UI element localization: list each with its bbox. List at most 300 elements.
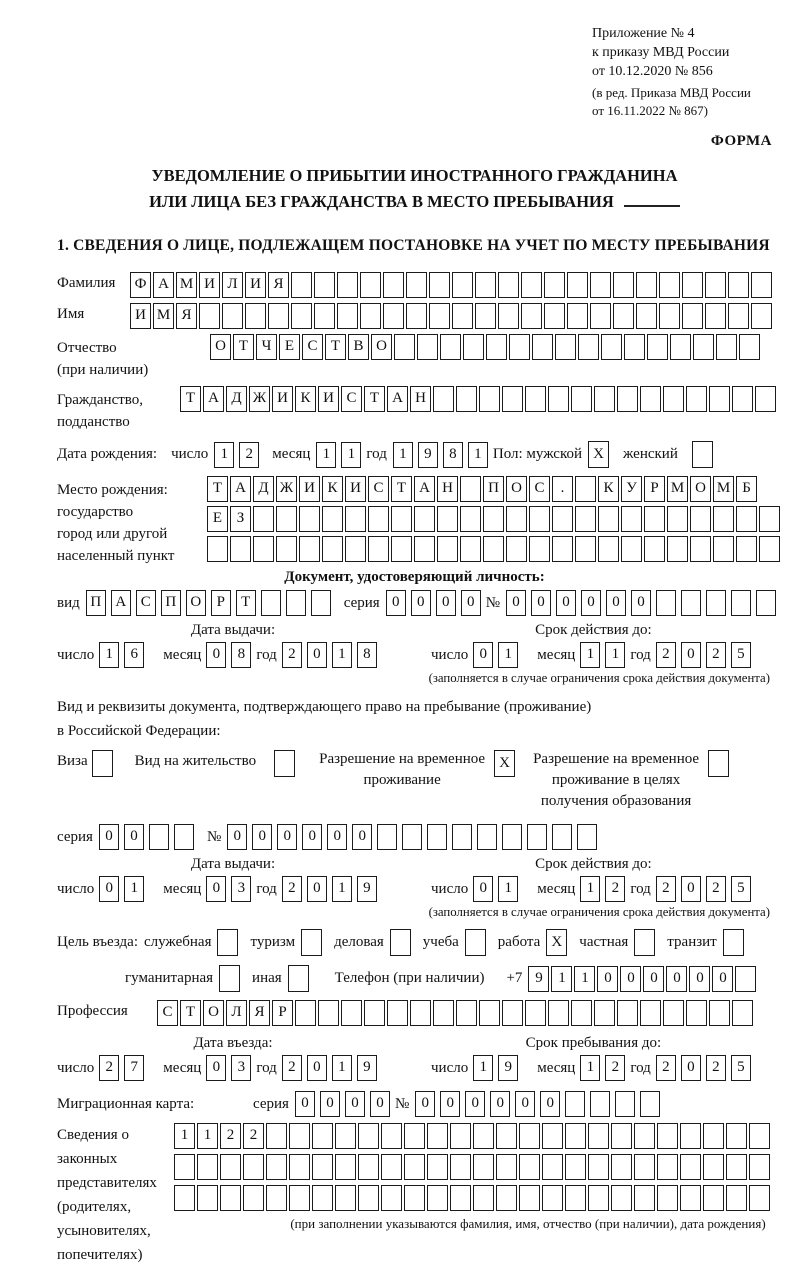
char-cell[interactable] <box>335 1154 356 1180</box>
char-cell[interactable]: Н <box>410 386 431 412</box>
char-cell[interactable]: 0 <box>506 590 526 616</box>
char-cell[interactable]: 0 <box>620 966 641 992</box>
char-cell[interactable]: И <box>299 476 320 502</box>
char-cell[interactable] <box>174 824 194 850</box>
char-cell[interactable] <box>565 1123 586 1149</box>
char-cell[interactable] <box>735 966 756 992</box>
char-cell[interactable] <box>644 506 665 532</box>
char-cell[interactable]: Б <box>736 476 757 502</box>
char-cell[interactable] <box>368 506 389 532</box>
char-cell[interactable] <box>713 506 734 532</box>
char-cell[interactable] <box>647 334 668 360</box>
char-cell[interactable] <box>756 590 776 616</box>
char-cell[interactable]: П <box>483 476 504 502</box>
char-cell[interactable]: 9 <box>418 442 438 468</box>
char-cell[interactable] <box>404 1123 425 1149</box>
char-cell[interactable] <box>266 1123 287 1149</box>
char-cell[interactable] <box>519 1154 540 1180</box>
char-cell[interactable] <box>381 1185 402 1211</box>
char-cell[interactable] <box>705 272 726 298</box>
char-cell[interactable] <box>751 272 772 298</box>
char-cell[interactable] <box>402 824 422 850</box>
char-cell[interactable]: 1 <box>498 642 518 668</box>
char-cell[interactable]: 9 <box>357 1055 377 1081</box>
char-cell[interactable]: 7 <box>124 1055 144 1081</box>
char-cell[interactable] <box>598 506 619 532</box>
char-cell[interactable]: О <box>690 476 711 502</box>
char-cell[interactable] <box>755 386 776 412</box>
char-cell[interactable]: 0 <box>327 824 347 850</box>
char-cell[interactable]: 5 <box>731 876 751 902</box>
char-cell[interactable] <box>243 1154 264 1180</box>
char-cell[interactable]: 0 <box>473 642 493 668</box>
char-cell[interactable] <box>709 1000 730 1026</box>
char-cell[interactable] <box>460 536 481 562</box>
char-cell[interactable] <box>437 536 458 562</box>
char-cell[interactable]: Е <box>207 506 228 532</box>
char-cell[interactable]: Ф <box>130 272 151 298</box>
char-cell[interactable] <box>613 272 634 298</box>
char-cell[interactable]: 0 <box>277 824 297 850</box>
char-cell[interactable]: М <box>153 303 174 329</box>
char-cell[interactable] <box>220 1185 241 1211</box>
char-cell[interactable]: 0 <box>302 824 322 850</box>
char-cell[interactable]: 1 <box>197 1123 218 1149</box>
char-cell[interactable]: 2 <box>239 442 259 468</box>
char-cell[interactable] <box>759 536 780 562</box>
char-cell[interactable] <box>542 1154 563 1180</box>
char-cell[interactable]: Д <box>253 476 274 502</box>
char-cell[interactable] <box>429 272 450 298</box>
char-cell[interactable] <box>636 272 657 298</box>
char-cell[interactable] <box>473 1154 494 1180</box>
char-cell[interactable] <box>452 824 472 850</box>
char-cell[interactable] <box>276 506 297 532</box>
char-cell[interactable] <box>322 536 343 562</box>
char-cell[interactable]: 1 <box>580 876 600 902</box>
char-cell[interactable] <box>174 1185 195 1211</box>
char-cell[interactable]: Т <box>364 386 385 412</box>
char-cell[interactable]: Л <box>226 1000 247 1026</box>
char-cell[interactable] <box>590 272 611 298</box>
char-cell[interactable] <box>477 824 497 850</box>
purpose-work-checkbox[interactable]: X <box>546 929 567 956</box>
char-cell[interactable] <box>732 1000 753 1026</box>
char-cell[interactable] <box>686 386 707 412</box>
char-cell[interactable]: 1 <box>574 966 595 992</box>
char-cell[interactable]: 8 <box>443 442 463 468</box>
char-cell[interactable] <box>594 1000 615 1026</box>
char-cell[interactable]: 0 <box>712 966 733 992</box>
char-cell[interactable]: И <box>130 303 151 329</box>
visa-checkbox[interactable] <box>92 750 113 777</box>
char-cell[interactable] <box>726 1185 747 1211</box>
char-cell[interactable]: 3 <box>231 876 251 902</box>
char-cell[interactable] <box>682 272 703 298</box>
char-cell[interactable] <box>519 1123 540 1149</box>
char-cell[interactable]: 0 <box>606 590 626 616</box>
char-cell[interactable]: О <box>210 334 231 360</box>
char-cell[interactable]: 1 <box>174 1123 195 1149</box>
char-cell[interactable]: Т <box>325 334 346 360</box>
char-cell[interactable] <box>475 272 496 298</box>
char-cell[interactable]: Я <box>176 303 197 329</box>
char-cell[interactable]: 0 <box>440 1091 460 1117</box>
char-cell[interactable] <box>680 1154 701 1180</box>
char-cell[interactable]: Р <box>272 1000 293 1026</box>
char-cell[interactable] <box>736 506 757 532</box>
char-cell[interactable] <box>483 536 504 562</box>
char-cell[interactable] <box>571 1000 592 1026</box>
char-cell[interactable] <box>598 536 619 562</box>
char-cell[interactable] <box>289 1185 310 1211</box>
char-cell[interactable]: А <box>414 476 435 502</box>
char-cell[interactable] <box>243 1185 264 1211</box>
char-cell[interactable] <box>506 506 527 532</box>
char-cell[interactable]: 0 <box>681 876 701 902</box>
char-cell[interactable]: Я <box>268 272 289 298</box>
char-cell[interactable] <box>266 1185 287 1211</box>
char-cell[interactable]: 0 <box>490 1091 510 1117</box>
char-cell[interactable]: 0 <box>415 1091 435 1117</box>
char-cell[interactable]: 0 <box>666 966 687 992</box>
char-cell[interactable] <box>575 536 596 562</box>
char-cell[interactable]: 2 <box>605 1055 625 1081</box>
char-cell[interactable] <box>364 1000 385 1026</box>
char-cell[interactable] <box>542 1185 563 1211</box>
char-cell[interactable]: 0 <box>99 824 119 850</box>
char-cell[interactable]: О <box>203 1000 224 1026</box>
char-cell[interactable]: С <box>529 476 550 502</box>
char-cell[interactable] <box>381 1123 402 1149</box>
purpose-other-checkbox[interactable] <box>288 965 309 992</box>
char-cell[interactable]: 0 <box>556 590 576 616</box>
char-cell[interactable] <box>502 386 523 412</box>
char-cell[interactable] <box>640 386 661 412</box>
char-cell[interactable]: 2 <box>243 1123 264 1149</box>
char-cell[interactable]: В <box>348 334 369 360</box>
char-cell[interactable]: Д <box>226 386 247 412</box>
char-cell[interactable]: 1 <box>393 442 413 468</box>
char-cell[interactable] <box>731 590 751 616</box>
char-cell[interactable] <box>705 303 726 329</box>
char-cell[interactable]: 0 <box>465 1091 485 1117</box>
char-cell[interactable] <box>657 1154 678 1180</box>
char-cell[interactable] <box>703 1185 724 1211</box>
char-cell[interactable]: Л <box>222 272 243 298</box>
char-cell[interactable] <box>552 536 573 562</box>
char-cell[interactable]: И <box>318 386 339 412</box>
char-cell[interactable] <box>289 1123 310 1149</box>
char-cell[interactable]: 0 <box>689 966 710 992</box>
char-cell[interactable] <box>739 334 760 360</box>
char-cell[interactable] <box>479 1000 500 1026</box>
char-cell[interactable] <box>318 1000 339 1026</box>
char-cell[interactable] <box>460 506 481 532</box>
char-cell[interactable] <box>456 386 477 412</box>
char-cell[interactable]: 3 <box>231 1055 251 1081</box>
char-cell[interactable] <box>289 1154 310 1180</box>
char-cell[interactable] <box>529 506 550 532</box>
char-cell[interactable] <box>703 1154 724 1180</box>
char-cell[interactable]: И <box>272 386 293 412</box>
char-cell[interactable]: Т <box>180 386 201 412</box>
char-cell[interactable] <box>245 303 266 329</box>
char-cell[interactable] <box>590 1091 610 1117</box>
char-cell[interactable] <box>509 334 530 360</box>
char-cell[interactable]: 0 <box>206 876 226 902</box>
char-cell[interactable] <box>506 536 527 562</box>
purpose-humanitarian-checkbox[interactable] <box>219 965 240 992</box>
char-cell[interactable] <box>341 1000 362 1026</box>
char-cell[interactable] <box>360 272 381 298</box>
char-cell[interactable] <box>286 590 306 616</box>
char-cell[interactable] <box>404 1154 425 1180</box>
char-cell[interactable] <box>542 1123 563 1149</box>
char-cell[interactable] <box>640 1091 660 1117</box>
char-cell[interactable]: 1 <box>473 1055 493 1081</box>
char-cell[interactable] <box>197 1154 218 1180</box>
char-cell[interactable]: Р <box>211 590 231 616</box>
char-cell[interactable] <box>322 506 343 532</box>
char-cell[interactable] <box>360 303 381 329</box>
char-cell[interactable]: 0 <box>436 590 456 616</box>
char-cell[interactable] <box>427 1123 448 1149</box>
char-cell[interactable]: 2 <box>656 876 676 902</box>
char-cell[interactable] <box>358 1185 379 1211</box>
char-cell[interactable] <box>644 536 665 562</box>
char-cell[interactable] <box>555 334 576 360</box>
char-cell[interactable]: 0 <box>99 876 119 902</box>
char-cell[interactable] <box>394 334 415 360</box>
char-cell[interactable] <box>588 1185 609 1211</box>
char-cell[interactable]: 0 <box>681 1055 701 1081</box>
char-cell[interactable]: 0 <box>581 590 601 616</box>
char-cell[interactable] <box>452 272 473 298</box>
char-cell[interactable] <box>496 1185 517 1211</box>
char-cell[interactable] <box>230 536 251 562</box>
char-cell[interactable] <box>728 303 749 329</box>
char-cell[interactable] <box>728 272 749 298</box>
char-cell[interactable] <box>686 1000 707 1026</box>
char-cell[interactable]: 9 <box>528 966 549 992</box>
char-cell[interactable]: У <box>621 476 642 502</box>
char-cell[interactable]: Ж <box>276 476 297 502</box>
char-cell[interactable] <box>613 303 634 329</box>
char-cell[interactable] <box>519 1185 540 1211</box>
char-cell[interactable]: О <box>186 590 206 616</box>
char-cell[interactable] <box>498 303 519 329</box>
char-cell[interactable] <box>693 334 714 360</box>
edu-permit-checkbox[interactable] <box>708 750 729 777</box>
char-cell[interactable]: М <box>667 476 688 502</box>
char-cell[interactable] <box>749 1185 770 1211</box>
char-cell[interactable] <box>663 1000 684 1026</box>
char-cell[interactable]: 0 <box>411 590 431 616</box>
char-cell[interactable] <box>417 334 438 360</box>
char-cell[interactable]: П <box>161 590 181 616</box>
char-cell[interactable] <box>680 1123 701 1149</box>
char-cell[interactable]: П <box>86 590 106 616</box>
char-cell[interactable] <box>749 1154 770 1180</box>
char-cell[interactable] <box>667 536 688 562</box>
char-cell[interactable] <box>486 334 507 360</box>
char-cell[interactable] <box>577 824 597 850</box>
char-cell[interactable] <box>299 506 320 532</box>
char-cell[interactable]: 0 <box>370 1091 390 1117</box>
char-cell[interactable] <box>656 590 676 616</box>
char-cell[interactable] <box>588 1154 609 1180</box>
char-cell[interactable]: 1 <box>605 642 625 668</box>
char-cell[interactable] <box>634 1154 655 1180</box>
char-cell[interactable] <box>521 303 542 329</box>
char-cell[interactable] <box>406 272 427 298</box>
char-cell[interactable] <box>736 536 757 562</box>
char-cell[interactable] <box>590 303 611 329</box>
char-cell[interactable] <box>452 303 473 329</box>
char-cell[interactable] <box>427 824 447 850</box>
char-cell[interactable]: 2 <box>282 876 302 902</box>
char-cell[interactable] <box>406 303 427 329</box>
char-cell[interactable]: С <box>368 476 389 502</box>
char-cell[interactable]: О <box>506 476 527 502</box>
char-cell[interactable] <box>261 590 281 616</box>
char-cell[interactable] <box>381 1154 402 1180</box>
char-cell[interactable] <box>621 536 642 562</box>
char-cell[interactable]: 0 <box>643 966 664 992</box>
char-cell[interactable]: 0 <box>227 824 247 850</box>
char-cell[interactable] <box>759 506 780 532</box>
char-cell[interactable] <box>751 303 772 329</box>
char-cell[interactable] <box>571 386 592 412</box>
char-cell[interactable] <box>659 303 680 329</box>
char-cell[interactable] <box>335 1185 356 1211</box>
char-cell[interactable]: 2 <box>706 876 726 902</box>
char-cell[interactable]: И <box>345 476 366 502</box>
char-cell[interactable] <box>575 476 596 502</box>
char-cell[interactable] <box>312 1154 333 1180</box>
char-cell[interactable]: 2 <box>605 876 625 902</box>
char-cell[interactable] <box>337 303 358 329</box>
char-cell[interactable]: 1 <box>332 876 352 902</box>
char-cell[interactable]: 0 <box>252 824 272 850</box>
char-cell[interactable] <box>450 1185 471 1211</box>
char-cell[interactable] <box>299 536 320 562</box>
char-cell[interactable] <box>207 536 228 562</box>
char-cell[interactable] <box>726 1123 747 1149</box>
char-cell[interactable] <box>311 590 331 616</box>
char-cell[interactable] <box>433 386 454 412</box>
char-cell[interactable] <box>404 1185 425 1211</box>
char-cell[interactable] <box>690 506 711 532</box>
char-cell[interactable] <box>291 303 312 329</box>
char-cell[interactable]: Т <box>233 334 254 360</box>
char-cell[interactable]: 0 <box>681 642 701 668</box>
char-cell[interactable] <box>624 334 645 360</box>
char-cell[interactable] <box>368 536 389 562</box>
char-cell[interactable]: 0 <box>345 1091 365 1117</box>
char-cell[interactable] <box>345 506 366 532</box>
char-cell[interactable]: 6 <box>124 642 144 668</box>
char-cell[interactable] <box>682 303 703 329</box>
char-cell[interactable]: С <box>341 386 362 412</box>
temp-permit-checkbox[interactable]: X <box>494 750 515 777</box>
char-cell[interactable] <box>498 272 519 298</box>
char-cell[interactable]: 2 <box>706 1055 726 1081</box>
char-cell[interactable] <box>253 506 274 532</box>
char-cell[interactable] <box>726 1154 747 1180</box>
char-cell[interactable]: 1 <box>580 642 600 668</box>
char-cell[interactable] <box>295 1000 316 1026</box>
char-cell[interactable] <box>636 303 657 329</box>
char-cell[interactable] <box>565 1185 586 1211</box>
char-cell[interactable]: 9 <box>357 876 377 902</box>
char-cell[interactable] <box>615 1091 635 1117</box>
char-cell[interactable]: С <box>302 334 323 360</box>
char-cell[interactable] <box>634 1123 655 1149</box>
char-cell[interactable]: А <box>387 386 408 412</box>
char-cell[interactable] <box>527 824 547 850</box>
char-cell[interactable]: 0 <box>352 824 372 850</box>
char-cell[interactable] <box>253 536 274 562</box>
char-cell[interactable]: 2 <box>282 1055 302 1081</box>
char-cell[interactable]: 1 <box>580 1055 600 1081</box>
char-cell[interactable] <box>640 1000 661 1026</box>
char-cell[interactable]: Р <box>644 476 665 502</box>
residence-permit-checkbox[interactable] <box>274 750 295 777</box>
char-cell[interactable] <box>475 303 496 329</box>
char-cell[interactable]: 0 <box>206 1055 226 1081</box>
char-cell[interactable] <box>358 1154 379 1180</box>
char-cell[interactable]: 0 <box>295 1091 315 1117</box>
char-cell[interactable] <box>578 334 599 360</box>
char-cell[interactable] <box>565 1154 586 1180</box>
purpose-transit-checkbox[interactable] <box>723 929 744 956</box>
char-cell[interactable] <box>552 824 572 850</box>
char-cell[interactable] <box>594 386 615 412</box>
char-cell[interactable] <box>450 1123 471 1149</box>
char-cell[interactable] <box>525 1000 546 1026</box>
char-cell[interactable]: Т <box>180 1000 201 1026</box>
char-cell[interactable]: С <box>136 590 156 616</box>
char-cell[interactable]: А <box>153 272 174 298</box>
char-cell[interactable] <box>314 272 335 298</box>
char-cell[interactable]: Н <box>437 476 458 502</box>
char-cell[interactable]: 2 <box>706 642 726 668</box>
char-cell[interactable] <box>440 334 461 360</box>
char-cell[interactable]: М <box>176 272 197 298</box>
char-cell[interactable]: 1 <box>341 442 361 468</box>
char-cell[interactable] <box>496 1123 517 1149</box>
char-cell[interactable] <box>429 303 450 329</box>
char-cell[interactable]: 1 <box>316 442 336 468</box>
char-cell[interactable]: 0 <box>597 966 618 992</box>
char-cell[interactable] <box>681 590 701 616</box>
char-cell[interactable]: 5 <box>731 1055 751 1081</box>
char-cell[interactable]: Е <box>279 334 300 360</box>
char-cell[interactable]: Я <box>249 1000 270 1026</box>
char-cell[interactable] <box>174 1154 195 1180</box>
char-cell[interactable]: 1 <box>124 876 144 902</box>
char-cell[interactable] <box>713 536 734 562</box>
char-cell[interactable] <box>657 1123 678 1149</box>
char-cell[interactable] <box>709 386 730 412</box>
char-cell[interactable] <box>670 334 691 360</box>
char-cell[interactable] <box>502 1000 523 1026</box>
char-cell[interactable] <box>521 272 542 298</box>
char-cell[interactable]: М <box>713 476 734 502</box>
char-cell[interactable] <box>268 303 289 329</box>
